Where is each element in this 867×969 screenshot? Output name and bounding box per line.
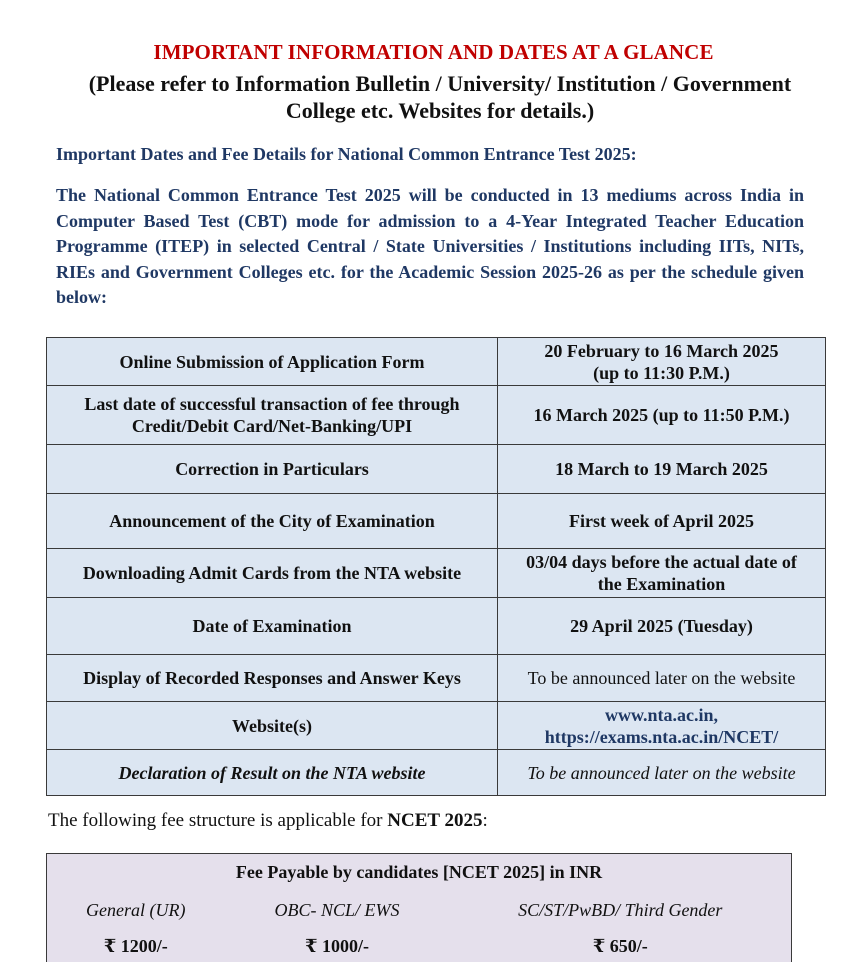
fee-category-row <box>47 890 792 930</box>
date-cell <box>498 549 826 598</box>
subtitle-line-2: College etc. Websites for details.) <box>285 98 595 123</box>
website-cell <box>498 702 826 750</box>
fee-amount-row <box>47 930 792 962</box>
event-line-2: Credit/Debit Card/Net-Banking/UPI <box>131 416 413 436</box>
event-line-1: Last date of successful transaction of fee through <box>84 394 460 414</box>
date-cell: 29 April 2025 (Tuesday) <box>498 598 826 655</box>
fee-intro <box>48 810 488 832</box>
fee-amount: ₹ 1200/- <box>47 930 225 962</box>
fee-category: OBC- NCL/ EWS <box>225 890 450 930</box>
fee-amount: ₹ 1000/- <box>225 930 450 962</box>
section-heading: Important Dates and Fee Details for National Common Entrance Test 2025: <box>56 144 637 164</box>
table-row <box>47 750 826 796</box>
table-row <box>47 445 826 494</box>
ncet-website-link[interactable]: https://exams.nta.ac.in/NCET/ <box>544 726 779 747</box>
table-row <box>47 549 826 598</box>
date-cell: First week of April 2025 <box>498 494 826 549</box>
table-row <box>47 702 826 750</box>
subtitle-line-1: (Please refer to Information Bulletin / University/ Institution / Government <box>88 71 792 96</box>
fee-intro-exam: NCET 2025 <box>387 810 483 831</box>
table-row <box>47 338 826 386</box>
page-title: IMPORTANT INFORMATION AND DATES AT A GLANCE <box>153 40 714 64</box>
event-cell <box>47 386 498 445</box>
date-cell: To be announced later on the website <box>498 750 826 796</box>
date-line-2: (up to 11:30 P.M.) <box>593 362 730 383</box>
event-cell: Announcement of the City of Examination <box>47 494 498 549</box>
date-line-2: the Examination <box>597 574 726 594</box>
table-row <box>47 494 826 549</box>
important-dates-table <box>46 337 826 796</box>
table-row <box>47 655 826 702</box>
page-subtitle <box>40 70 840 124</box>
nta-website-link[interactable]: www.nta.ac.in, <box>604 704 718 725</box>
date-cell: 18 March to 19 March 2025 <box>498 445 826 494</box>
fee-intro-suffix: : <box>482 810 488 831</box>
fee-intro-text: The following fee structure is applicable for <box>48 810 383 831</box>
event-cell: Downloading Admit Cards from the NTA website <box>47 549 498 598</box>
fee-category: General (UR) <box>47 890 225 930</box>
event-cell: Declaration of Result on the NTA website <box>47 750 498 796</box>
event-cell: Correction in Particulars <box>47 445 498 494</box>
date-cell <box>498 338 826 386</box>
table-row <box>47 386 826 445</box>
fee-category: SC/ST/PwBD/ Third Gender <box>450 890 792 930</box>
event-cell: Date of Examination <box>47 598 498 655</box>
event-cell: Display of Recorded Responses and Answer Keys <box>47 655 498 702</box>
date-cell: To be announced later on the website <box>498 655 826 702</box>
event-cell: Website(s) <box>47 702 498 750</box>
fee-table-header <box>47 854 792 891</box>
event-cell: Online Submission of Application Form <box>47 338 498 386</box>
date-line-1: 20 February to 16 March 2025 <box>544 340 779 361</box>
fee-table-title: Fee Payable by candidates [NCET 2025] in INR <box>47 854 792 891</box>
table-row <box>47 598 826 655</box>
fee-amount: ₹ 650/- <box>450 930 792 962</box>
fee-table <box>46 853 792 962</box>
intro-paragraph: The National Common Entrance Test 2025 will be conducted in 13 mediums across India in Computer Based Test (CBT) mode for admission to a 4-Year Integrated Teacher Education Programme (ITEP) in selected Central / State Universities / Institutions including IITs, NITs, RIEs and Government Colleges etc. for the Academic Session 2025-26 as per the schedule given below: <box>56 185 804 308</box>
date-line-1: 03/04 days before the actual date of <box>526 552 797 572</box>
date-cell: 16 March 2025 (up to 11:50 P.M.) <box>498 386 826 445</box>
